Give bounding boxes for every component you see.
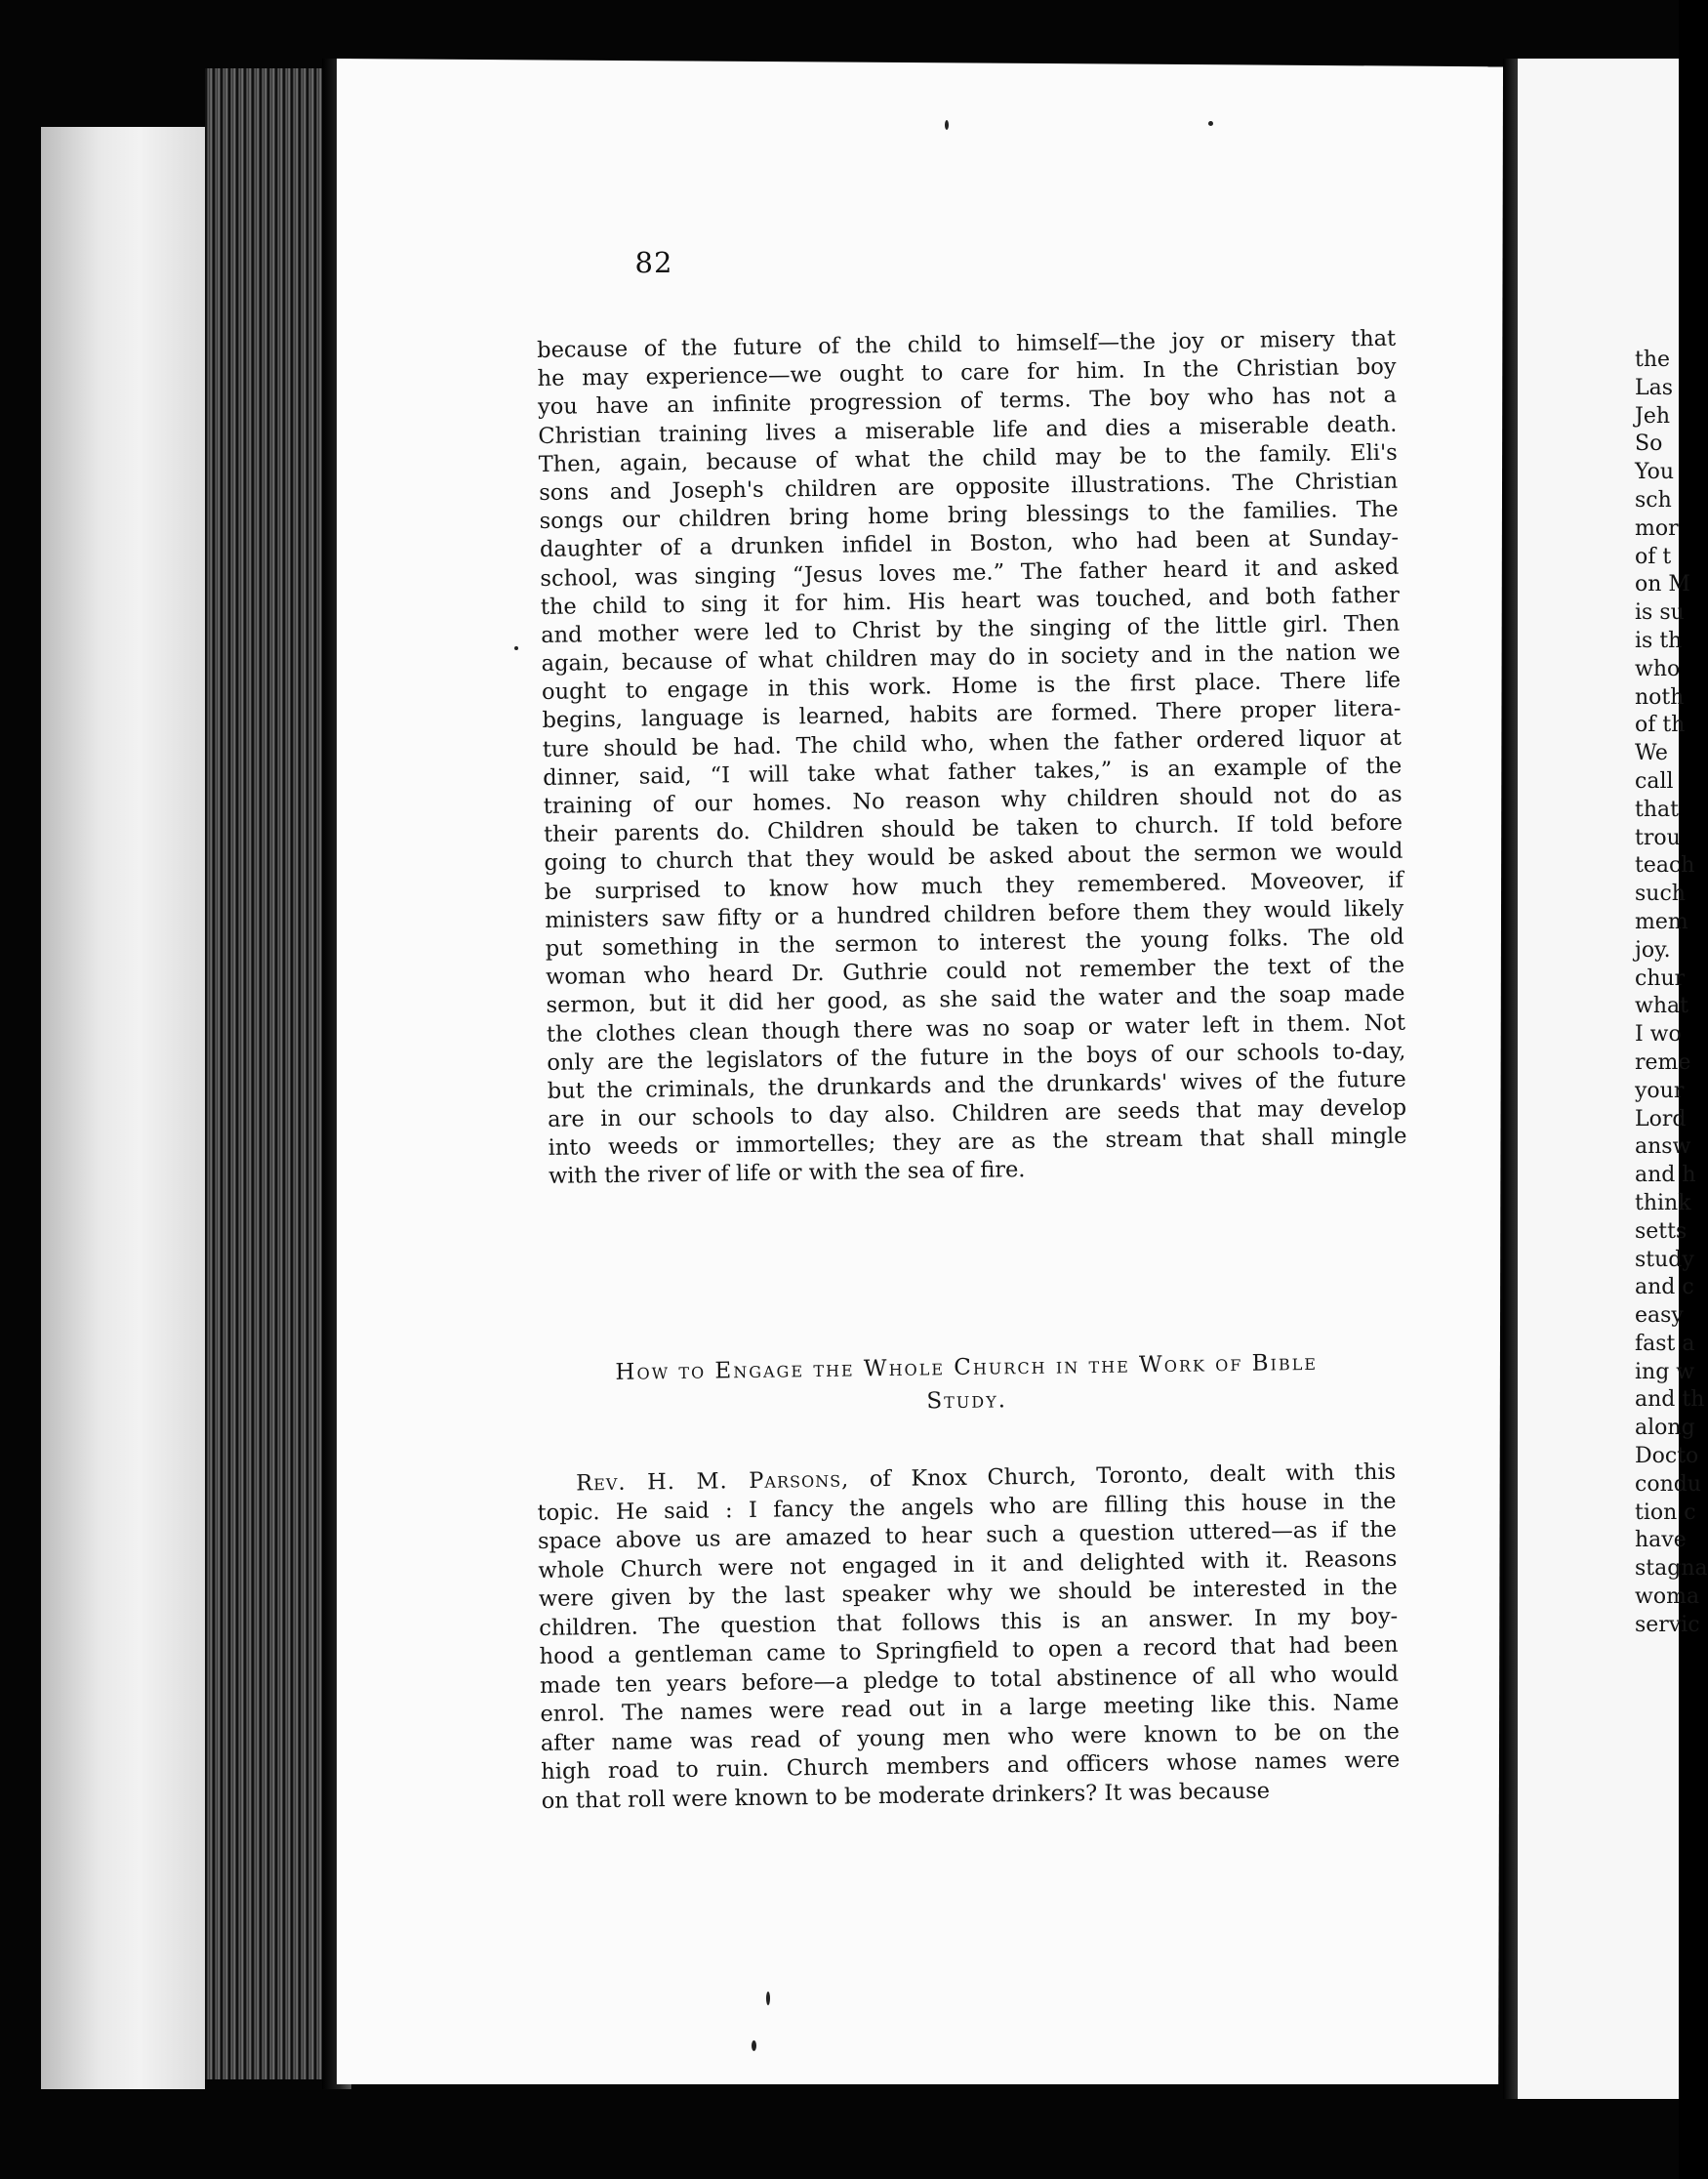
text-line: ture should be had. The child who, when the father ordered liquor at — [542, 724, 1402, 762]
first-line-text: of Knox Church, Toronto, dealt with this — [849, 1459, 1397, 1493]
facing-page-fragment: what — [1635, 994, 1688, 1019]
text-line: enrol. The names were read out in a large meeting like this. Name — [540, 1689, 1400, 1727]
facing-page-fragment: such — [1635, 882, 1686, 907]
scan-speck — [945, 120, 949, 130]
text-line: woman who heard Dr. Guthrie could not remember the text of the — [545, 952, 1405, 991]
facing-page-fragment: answ — [1635, 1134, 1691, 1160]
text-line: school, was singing “Jesus loves me.” The father heard it and asked — [540, 554, 1400, 592]
facing-page-text — [1635, 347, 1708, 1640]
text-line: going to church that they would be asked about the sermon we would — [544, 839, 1403, 877]
text-line: sermon, but it did her good, as she said the water and the soap made — [546, 980, 1405, 1019]
facing-page-fragment: think — [1635, 1190, 1691, 1215]
text-line: Christian training lives a miserable life and dies a miserable death. — [538, 411, 1398, 449]
text-line: because of the future of the child to himself—the joy or misery that — [537, 325, 1397, 363]
section-heading-line1: How to Engage the Whole Church in the Work of Bible — [615, 1349, 1319, 1385]
text-line: with the river of life or with the sea of fire. — [548, 1157, 1026, 1190]
facing-page-fragment: Docto — [1635, 1444, 1699, 1469]
facing-page-fragment: noth — [1635, 684, 1685, 710]
text-line: made ten years before—a pledge to total abstinence of all who would — [539, 1661, 1400, 1699]
facing-page-fragment: sch — [1635, 487, 1672, 513]
text-line: hood a gentleman came to Springfield to open a record that had been — [539, 1631, 1399, 1669]
facing-page-fragment: is th — [1635, 628, 1683, 653]
facing-page-fragment: the — [1635, 348, 1671, 372]
section-heading — [537, 1345, 1397, 1423]
text-line: songs our children bring home bring blessings to the families. The — [539, 496, 1399, 535]
text-line: after name was read of young men who were known to be on the — [540, 1718, 1400, 1756]
facing-page-fragment: of t — [1635, 544, 1672, 569]
facing-page-fragment: fast a — [1635, 1331, 1695, 1356]
facing-page-fragment: call — [1635, 768, 1674, 794]
text-line: on that roll were known to be moderate drinkers? It was because — [541, 1778, 1271, 1814]
facing-page-fragment: You — [1635, 460, 1675, 485]
facing-page-fragment: I wo — [1635, 1022, 1682, 1048]
text-line: and mother were led to Christ by the singing of the little girl. Then — [541, 610, 1401, 648]
text-line: whole Church were not engaged in it and delighted with it. Reasons — [538, 1545, 1398, 1583]
facing-page-fragment: mor — [1635, 515, 1679, 541]
scan-speck — [1208, 121, 1213, 126]
facing-page-fragment: is su — [1635, 600, 1685, 626]
text-line: only are the legislators of the future in the boys of our schools to-day, — [547, 1038, 1406, 1076]
facing-page-fragment: and h — [1635, 1163, 1696, 1188]
text-line: put something in the sermon to interest the young folks. The old — [545, 924, 1404, 962]
body-paragraph — [537, 325, 1409, 1323]
text-line: sons and Joseph's children are opposite illustrations. The Christian — [539, 468, 1399, 506]
text-line: but the criminals, the drunkards and the drunkards' wives of the future — [547, 1066, 1406, 1104]
second-paragraph — [537, 1459, 1402, 1880]
text-line: the clothes clean though there was no soap or water left in them. Not — [546, 1009, 1406, 1048]
scan-speck — [514, 646, 518, 650]
text-line: begins, language is learned, habits are formed. There proper litera- — [542, 696, 1402, 734]
text-line: topic. He said : I fancy the angels who are filling this house in the — [537, 1488, 1397, 1526]
facing-page-fragment: chur — [1635, 966, 1686, 991]
facing-page-fragment: setts — [1635, 1218, 1688, 1244]
facing-page-fragment: along — [1635, 1416, 1695, 1441]
text-line: their parents do. Children should be taken to church. If told before — [543, 809, 1403, 848]
facing-page-fragment: Las — [1635, 375, 1674, 400]
facing-page-fragment: joy. — [1635, 937, 1671, 963]
facing-page-fragment: your — [1635, 1078, 1685, 1103]
text-line: ought to engage in this work. Home is the first place. There life — [541, 667, 1402, 706]
text-line: you have an infinite progression of terms. The boy who has not a — [537, 383, 1398, 421]
text-line: dinner, said, “I will take what father takes,” is an example of the — [543, 753, 1403, 791]
facing-page-fragment: of th — [1635, 713, 1686, 738]
facing-page-fragment: tion c — [1635, 1500, 1696, 1525]
facing-page-fragment: stagna — [1635, 1556, 1708, 1582]
facing-page-fragment: and c — [1635, 1275, 1694, 1300]
facing-page-fragment: Jeh — [1635, 403, 1671, 429]
text-line: into weeds or immortelles; they are as the stream that shall mingle — [548, 1123, 1407, 1162]
facing-page-fragment: We — [1635, 741, 1668, 766]
facing-page-fragment: reme — [1635, 1049, 1691, 1075]
facing-page-fragment: Lord — [1635, 1106, 1687, 1131]
facing-page-fragment: servic — [1635, 1612, 1700, 1637]
facing-page-fragment: that — [1635, 797, 1679, 822]
scan-speck — [766, 1992, 770, 2005]
text-line: children. The question that follows this is an answer. In my boy- — [539, 1603, 1399, 1641]
facing-page-fragment: easy — [1635, 1303, 1684, 1329]
facing-page-fragment: and th — [1635, 1387, 1705, 1413]
facing-page-fragment: woma — [1635, 1584, 1700, 1610]
text-line: were given by the last speaker why we should be interested in the — [538, 1574, 1398, 1612]
facing-page-fragment: who — [1635, 656, 1681, 681]
facing-page-fragment: on M — [1635, 572, 1690, 597]
facing-page-fragment: So — [1635, 432, 1663, 457]
text-line: are in our schools to day also. Children are seeds that may develop — [548, 1094, 1407, 1132]
scan-speck — [752, 2040, 756, 2051]
text-line: he may experience—we ought to care for him. In the Christian boy — [537, 353, 1397, 392]
text-line: again, because of what children may do in society and in the nation we — [541, 638, 1401, 678]
text-line: be surprised to know how much they remembered. Moveover, if — [544, 867, 1404, 905]
speaker-name: Rev. H. M. Parsons, — [576, 1466, 850, 1497]
facing-page-fragment: teach — [1635, 853, 1695, 879]
text-line: ministers saw fifty or a hundred children before them they would likely — [545, 895, 1404, 933]
facing-page-fragment: ing w — [1635, 1359, 1695, 1384]
facing-page-fragment: mem — [1635, 909, 1688, 934]
facing-page-fragment: study — [1635, 1247, 1694, 1272]
text-line: space above us are amazed to hear such a question uttered—as if the — [537, 1516, 1398, 1554]
facing-page-fragment: condu — [1635, 1471, 1701, 1497]
text-line: the child to sing it for him. His heart was touched, and both father — [540, 582, 1400, 620]
text-line: high road to ruin. Church members and officers whose names were — [541, 1747, 1401, 1785]
text-line: training of our homes. No reason why children should not do as — [543, 781, 1403, 819]
text-line: Then, again, because of what the child may be to the family. Eli's — [538, 439, 1398, 477]
previous-page-edge — [41, 127, 205, 2089]
facing-page-fragment: trou — [1635, 825, 1681, 850]
facing-page-fragment: have — [1635, 1528, 1687, 1553]
page-stack-edges — [205, 68, 337, 2079]
section-heading-line2: Study. — [926, 1387, 1008, 1415]
text-line: daughter of a drunken infidel in Boston, who had been at Sunday- — [539, 525, 1400, 563]
page-number: 82 — [634, 246, 673, 279]
